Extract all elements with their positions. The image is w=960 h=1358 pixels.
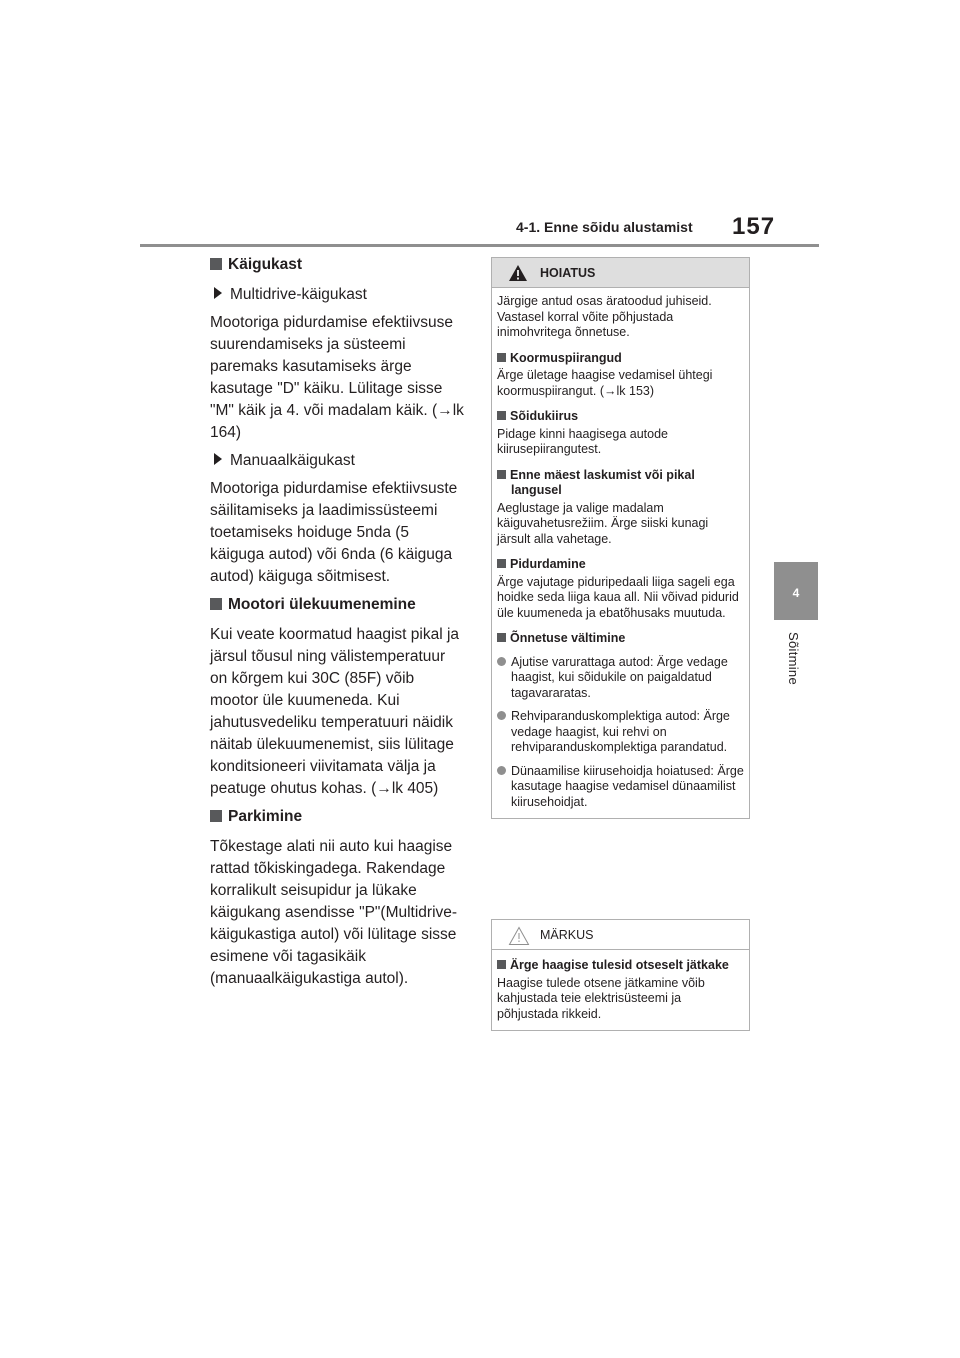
warning-header: [492, 258, 749, 288]
paragraph-multidrive: Mootoriga pidurdamise efektiivsuse suurendamiseks ja süsteemi paremaks kasutamiseks ärge kasutage "D" käiku. Lülitage sisse "M" käik ja 4. või madalam käik. (→lk 164): [210, 314, 464, 441]
warning-bullet-spare: Ajutise varurattaga autod: Ärge vedage haagist, kui sõidukile on paigaldatud tagavararatas.: [497, 655, 744, 702]
page-number: 157: [732, 213, 776, 240]
notice-header: [492, 920, 749, 950]
square-bullet-icon: [497, 960, 506, 969]
chapter-tab: [774, 562, 818, 620]
warning-title: HOIATUS: [540, 266, 596, 280]
paragraph-manual: Mootoriga pidurdamise efektiivsuste säilitamiseks ja laadimissüsteemi toetamiseks hoiduge 5nda (5 käiguga autod) või 6nda (6 käiguga autod) käiguga sõitmisest.: [210, 480, 458, 585]
warning-intro: Järgige antud osas äratoodud juhiseid. Vastasel korral võite põhjustada inimohvritega õnnetuse.: [497, 294, 712, 339]
square-bullet-icon: [210, 598, 222, 610]
chapter-label: Sõitmine: [786, 632, 801, 685]
heading-overheating: Mootori ülekuumenemine: [210, 594, 466, 616]
square-bullet-icon: [497, 353, 506, 362]
subheading-manual: Manuaalkäigukast: [210, 450, 466, 472]
warning-text-load: Ärge ületage haagise vedamisel ühtegi koormuspiirangut. (→lk 153): [497, 368, 713, 398]
caution-outline-triangle-icon: [508, 926, 530, 946]
header-rule: [140, 244, 819, 247]
warning-text-braking: Ärge vajutage piduripedaali liiga sageli ega hoidke seda liiga kaua all. Nii võivad pidurid üle kuumeneda ja ebatõhusaks muutuda.: [497, 574, 739, 620]
square-bullet-icon: [497, 559, 506, 568]
warning-bullet-cruise: Dünaamilise kiirusehoidja hoiatused: Ärge kasutage haagise vedamisel dünaamilist kiirusehoidjat.: [497, 764, 744, 811]
warning-heading-accident: Õnnetuse vältimine: [497, 631, 744, 647]
square-bullet-icon: [497, 633, 506, 642]
heading-gearbox: Käigukast: [210, 254, 466, 276]
triangle-bullet-icon: [214, 453, 222, 465]
triangle-bullet-icon: [214, 287, 222, 299]
paragraph-overheating: Kui veate koormatud haagist pikal ja järsul tõusul ning välistemperatuur on kõrgem kui 30C (85F) võib mootor üle kuumeneda. Kui jahutusvedeliku temperatuuri näidik näitab ülekuumenemist, siis lülitage konditsioneeri viivitamata välja ja peatuge ohutus kohas. (→lk 405): [210, 626, 460, 797]
warning-bullet-repairkit: Rehviparanduskomplektiga autod: Ärge vedage haagist, kui rehvi on rehviparanduskomplektiga parandatud.: [497, 709, 744, 756]
section-title: 4-1. Enne sõidu alustamist: [516, 219, 693, 235]
notice-body: [492, 950, 749, 1030]
warning-heading-speed: Sõidukiirus: [497, 409, 744, 425]
chapter-number: 4: [792, 586, 800, 600]
warning-text-descent: Aeglustage ja valige madalam käiguvahetusrežiim. Ärge siiski kunagi järsult alla vahetage.: [497, 500, 709, 546]
notice-box: [491, 919, 750, 1031]
warning-text-speed: Pidage kinni haagisega autode kiirusepiirangutest.: [497, 426, 668, 456]
square-bullet-icon: [210, 810, 222, 822]
warning-body: [492, 288, 749, 818]
warning-box: [491, 257, 750, 819]
main-text-column: [210, 254, 466, 996]
warning-heading-braking: Pidurdamine: [497, 557, 744, 573]
dot-bullet-icon: [497, 766, 506, 775]
paragraph-parking: Tõkestage alati nii auto kui haagise rattad tõkiskingadega. Rakendage korralikult seisupidur ja lükake käigukang asendisse "P"(Multidrive-käigukastiga autol) või lülitage sisse esimene või tagasikäik (manuaalkäigukastiga autol).: [210, 838, 458, 987]
subheading-multidrive: Multidrive-käigukast: [210, 284, 466, 306]
dot-bullet-icon: [497, 657, 506, 666]
heading-parking: Parkimine: [210, 806, 466, 828]
square-bullet-icon: [497, 470, 506, 479]
square-bullet-icon: [210, 258, 222, 270]
warning-heading-descent: Enne mäest laskumist või pikal langusel: [497, 468, 744, 499]
square-bullet-icon: [497, 411, 506, 420]
notice-text: Haagise tulede otsene jätkamine võib kahjustada teie elektrisüsteemi ja põhjustada rikkeid.: [497, 975, 705, 1021]
warning-heading-load: Koormuspiirangud: [497, 351, 744, 367]
dot-bullet-icon: [497, 711, 506, 720]
notice-heading: Ärge haagise tulesid otseselt jätkake: [497, 958, 744, 974]
notice-title: MÄRKUS: [540, 928, 594, 942]
warning-triangle-icon: [508, 264, 528, 282]
